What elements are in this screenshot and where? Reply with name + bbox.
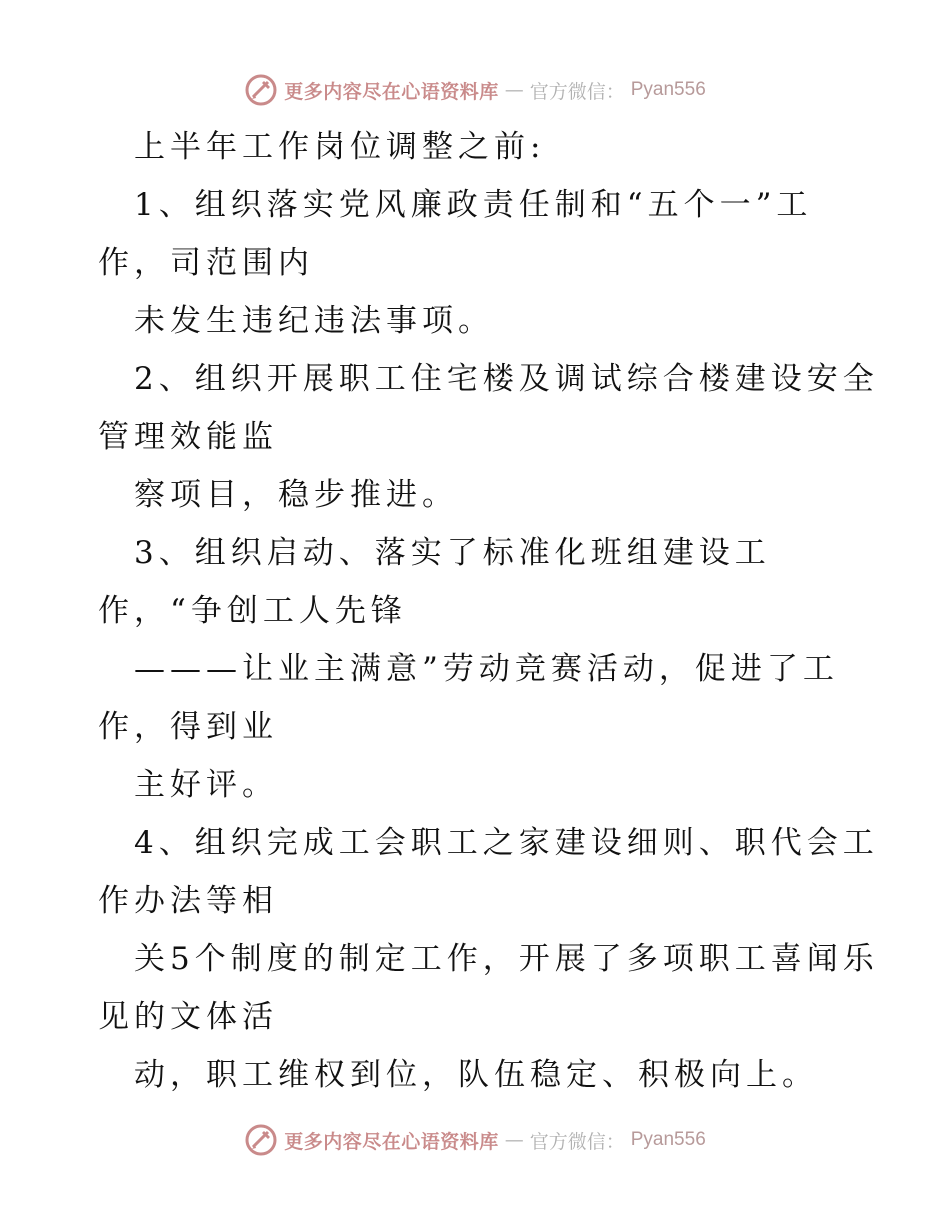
watermark-official: 官方微信：	[529, 80, 625, 103]
document-body	[98, 118, 879, 1104]
header-watermark	[0, 70, 950, 110]
watermark-text: 更多内容尽在心语资料库	[284, 1130, 499, 1153]
watermark-id: Pyan556	[630, 79, 706, 100]
footer-watermark	[0, 1120, 950, 1160]
text-line: 管理效能监	[98, 419, 278, 455]
watermark-text: 更多内容尽在心语资料库	[284, 80, 499, 103]
text-line: 上半年工作岗位调整之前:	[134, 129, 546, 165]
text-line: 关5个制度的制定工作，开展了多项职工喜闻乐	[134, 941, 879, 977]
watermark-separator: —	[504, 79, 524, 101]
text-line: 见的文体活	[98, 999, 278, 1035]
text-line: 作，“争创工人先锋	[98, 593, 407, 629]
text-line: 1、组织落实党风廉政责任制和“五个一”工	[134, 187, 813, 223]
text-line: ———让业主满意”劳动竞赛活动，促进了工	[134, 651, 839, 687]
text-line: 3、组织启动、落实了标准化班组建设工	[134, 535, 771, 571]
text-line: 作，司范围内	[98, 245, 314, 281]
logo-icon	[244, 73, 278, 107]
text-line: 未发生违纪违法事项。	[134, 303, 494, 339]
text-line: 作，得到业	[98, 709, 278, 745]
watermark-official: 官方微信：	[529, 1130, 625, 1153]
text-line: 4、组织完成工会职工之家建设细则、职代会工	[134, 825, 879, 861]
watermark-group	[244, 1123, 706, 1157]
watermark-separator: —	[504, 1129, 524, 1151]
text-line: 察项目，稳步推进。	[134, 477, 458, 513]
text-line: 作办法等相	[98, 883, 278, 919]
logo-icon	[244, 1123, 278, 1157]
watermark-id: Pyan556	[630, 1129, 706, 1150]
text-line: 动，职工维权到位，队伍稳定、积极向上。	[134, 1057, 818, 1093]
watermark-group	[244, 73, 706, 107]
text-line: 2、组织开展职工住宅楼及调试综合楼建设安全	[134, 361, 879, 397]
text-line: 主好评。	[134, 767, 278, 803]
